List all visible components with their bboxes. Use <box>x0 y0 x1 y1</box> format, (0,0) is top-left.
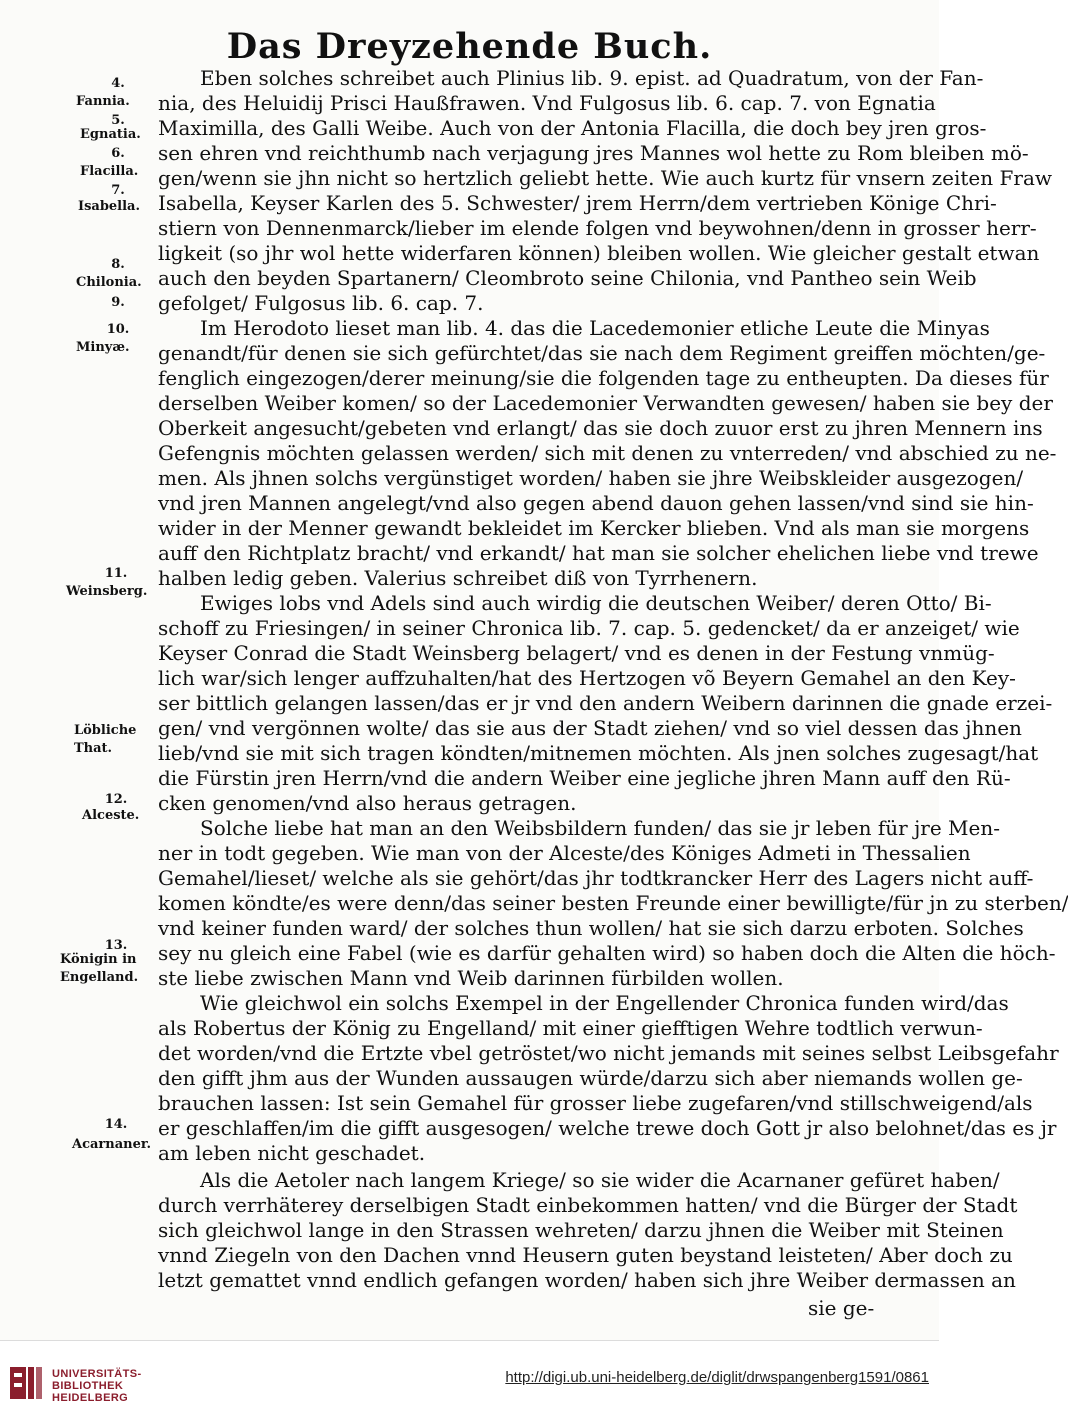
catchword: sie ge- <box>808 1296 875 1320</box>
text-line: ner in todt gegeben. Wie man von der Alceste/des Königes Admeti in Thessalien <box>158 841 971 865</box>
margin-label-flacilla: Flacilla. <box>80 164 139 179</box>
text-line: durch verrhäterey derselbigen Stadt einbekommen hatten/ vnd die Bürger der Stadt <box>158 1193 1018 1217</box>
text-line: gen/wenn sie jhn nicht so hertzlich geliebt hette. Wie auch kurtz für vnsern zeiten Fraw <box>158 166 1052 190</box>
text-line: am leben nicht geschadet. <box>158 1141 426 1165</box>
margin-label-loebliche-that: Löbliche That. <box>74 723 137 756</box>
text-line: Ewiges lobs vnd Adels sind auch wirdig die deutschen Weiber/ deren Otto/ Bi- <box>200 591 992 615</box>
text-line: det worden/vnd die Ertzte vbel getröstet/wo nicht jemands mit seines selbst Leibsgefahr <box>158 1041 1059 1065</box>
text-line: halben ledig geben. Valerius schreibet diß von Tyrrhenern. <box>158 566 758 590</box>
margin-number-4: 4. <box>111 76 125 91</box>
text-line: Im Herodoto lieset man lib. 4. das die Lacedemonier etliche Leute die Minyas <box>200 316 990 340</box>
text-line: Eben solches schreibet auch Plinius lib. 9. epist. ad Quadratum, von der Fan- <box>200 66 984 90</box>
text-line: fenglich eingezogen/derer meinung/sie die folgenden tage zu entheupten. Da dieses für <box>158 366 1049 390</box>
text-line: Oberkeit angesucht/gebeten vnd erlangt/ das sie doch zuuor erst zu jhren Mennern ins <box>158 416 1043 440</box>
text-line: men. Als jhnen solchs vergünstiget worden/ haben sie jhre Weibskleider ausgezogen/ <box>158 466 1024 490</box>
text-line: ser bittlich gelangen lassen/das er jr vnd den andern Weibern darinnen die gnade erzei- <box>158 691 1053 715</box>
margin-label-koenigin-in-engelland: Königin in Engelland. <box>60 952 139 985</box>
margin-number-11: 11. <box>104 566 128 581</box>
margin-label-egnatia: Egnatia. <box>80 127 141 142</box>
text-line: Keyser Conrad die Stadt Weinsberg belagert/ vnd es denen in der Festung vnmüg- <box>158 641 995 665</box>
text-line: die Fürstin jren Herrn/vnd die andern Weiber eine jegliche jhren Mann auff den Rü- <box>158 766 1011 790</box>
text-line: auff den Richtplatz bracht/ vnd erkandt/ hat man sie solcher ehelichen liebe vnd trewe <box>158 541 1039 565</box>
text-line: stiern von Dennenmarck/lieber im elende folgen vnd beywohnen/denn in grosser herr- <box>158 216 1037 240</box>
text-line: sey nu gleich eine Fabel (wie es darfür gehalten wird) so haben doch die Alten die höch- <box>158 941 1056 965</box>
margin-label-alceste: Alceste. <box>82 808 140 823</box>
text-line: cken genomen/vnd also heraus getragen. <box>158 791 577 815</box>
margin-label-fannia: Fannia. <box>76 94 130 109</box>
text-line: gen/ vnd vergönnen wolte/ das sie aus der Stadt ziehen/ vnd so viel dessen das jhnen <box>158 716 1022 740</box>
margin-label-isabella: Isabella. <box>78 199 141 214</box>
text-line: den gifft jhm aus der Wunden aussaugen würde/darzu sich aber niemands wollen ge- <box>158 1066 1023 1090</box>
university-library-logo-icon <box>8 1363 48 1403</box>
text-line: wider in der Menner gewandt bekleidet im Kercker blieben. Vnd als man sie morgens <box>158 516 1030 540</box>
text-line: brauchen lassen: Ist sein Gemahel für grosser liebe zugefaren/vnd stillschweigend/als <box>158 1091 1033 1115</box>
text-line: Isabella, Keyser Karlen des 5. Schwester/ jrem Herrn/dem vertrieben Könige Chri- <box>158 191 997 215</box>
margin-number-10: 10. <box>106 322 130 337</box>
text-line: Maximilla, des Galli Weibe. Auch von der Antonia Flacilla, die doch bey jren gros- <box>158 116 987 140</box>
text-line: genandt/für denen sie sich gefürchtet/das sie nach dem Regiment greiffen möchten/ge- <box>158 341 1046 365</box>
text-line: lieb/vnd sie mit sich tragen köndten/mitnemen möchten. Als jnen solches zugesagt/hat <box>158 741 1039 765</box>
text-line: vnnd Ziegeln von den Dachen vnnd Heusern guten beystand leisteten/ Aber doch zu <box>158 1243 1013 1267</box>
text-line: letzt gemattet vnnd endlich gefangen worden/ haben sich jhre Weiber dermassen an <box>158 1268 1016 1292</box>
text-line: vnd keiner funden ward/ der solches thun wollen/ hat sie sich darzu erboten. Solches <box>158 916 1024 940</box>
footer-bar <box>0 1340 939 1424</box>
text-line: als Robertus der König zu Engelland/ mit einer giefftigen Wehre todtlich verwun- <box>158 1016 983 1040</box>
text-line: er geschlaffen/im die gifft ausgesogen/ welche trewe doch Gott jr also belohnet/das es jr <box>158 1116 1057 1140</box>
text-line: nia, des Heluidij Prisci Haußfrawen. Vnd Fulgosus lib. 6. cap. 7. von Egnatia <box>158 91 936 115</box>
page-title: Das Dreyzehende Buch. <box>226 26 713 67</box>
text-line: ligkeit (so jhr wol hette widerfaren können) bleiben wollen. Wie gleicher gestalt etwan <box>158 241 1040 265</box>
text-line: Als die Aetoler nach langem Kriege/ so sie wider die Acarnaner gefüret haben/ <box>200 1168 1000 1192</box>
text-line: sich gleichwol lange in den Strassen wehreten/ darzu jhnen die Weiber mit Steinen <box>158 1218 1004 1242</box>
text-line: schoff zu Friesingen/ in seiner Chronica lib. 7. cap. 5. gedencket/ da er anzeiget/ wie <box>158 616 1020 640</box>
text-line: Gefengnis möchten gelassen werden/ sich mit denen zu vnterreden/ vnd abschied zu ne- <box>158 441 1057 465</box>
library-name <box>52 1368 142 1404</box>
margin-number-14: 14. <box>104 1117 128 1132</box>
library-name-line: UNIVERSITÄTS- <box>52 1368 142 1380</box>
text-line: vnd jren Mannen angelegt/vnd also gegen abend dauon gehen lassen/vnd sind sie hin- <box>158 491 1034 515</box>
text-line: komen köndte/es were denn/das seiner besten Freunde einer bewilligte/für jn zu sterben/ <box>158 891 1068 915</box>
margin-number-13: 13. <box>104 938 128 953</box>
margin-number-8: 8. <box>111 257 125 272</box>
text-line: auch den beyden Spartanern/ Cleombroto seine Chilonia, vnd Pantheo sein Weib <box>158 266 977 290</box>
text-line: Gemahel/lieset/ welche als sie gehört/das jhr todtkrancker Herr des Lagers nicht auff- <box>158 866 1034 890</box>
margin-number-6: 6. <box>111 146 125 161</box>
text-line: gefolget/ Fulgosus lib. 6. cap. 7. <box>158 291 484 315</box>
library-name-line: HEIDELBERG <box>52 1392 129 1404</box>
text-line: Wie gleichwol ein solchs Exempel in der Engellender Chronica funden wird/das <box>200 991 1009 1015</box>
margin-number-9: 9. <box>111 295 125 310</box>
library-name-line: BIBLIOTHEK <box>52 1380 124 1392</box>
margin-label-chilonia: Chilonia. <box>76 275 142 290</box>
margin-label-weinsberg: Weinsberg. <box>66 584 148 599</box>
margin-label-minyae: Minyæ. <box>76 340 130 355</box>
text-line: lich war/sich lenger auffzuhalten/hat des Hertzogen võ Beyern Gemahel an den Key- <box>158 666 1016 690</box>
margin-number-5: 5. <box>111 113 125 128</box>
text-line: Solche liebe hat man an den Weibsbildern funden/ das sie jr leben für jre Men- <box>200 816 1000 840</box>
text-line: sen ehren vnd reichthumb nach verjagung jres Mannes wol hette zu Rom bleiben mö- <box>158 141 1029 165</box>
margin-number-7: 7. <box>111 183 125 198</box>
margin-number-12: 12. <box>104 792 128 807</box>
text-line: derselben Weiber komen/ so der Lacedemonier Verwandten gewesen/ haben sie bey der <box>158 391 1053 415</box>
text-line: ste liebe zwischen Mann vnd Weib darinnen fürbilden wollen. <box>158 966 784 990</box>
margin-label-acarnaner: Acarnaner. <box>72 1137 152 1152</box>
permalink-url[interactable]: http://digi.ub.uni-heidelberg.de/diglit/drwspangenberg1591/0861 <box>505 1369 929 1386</box>
